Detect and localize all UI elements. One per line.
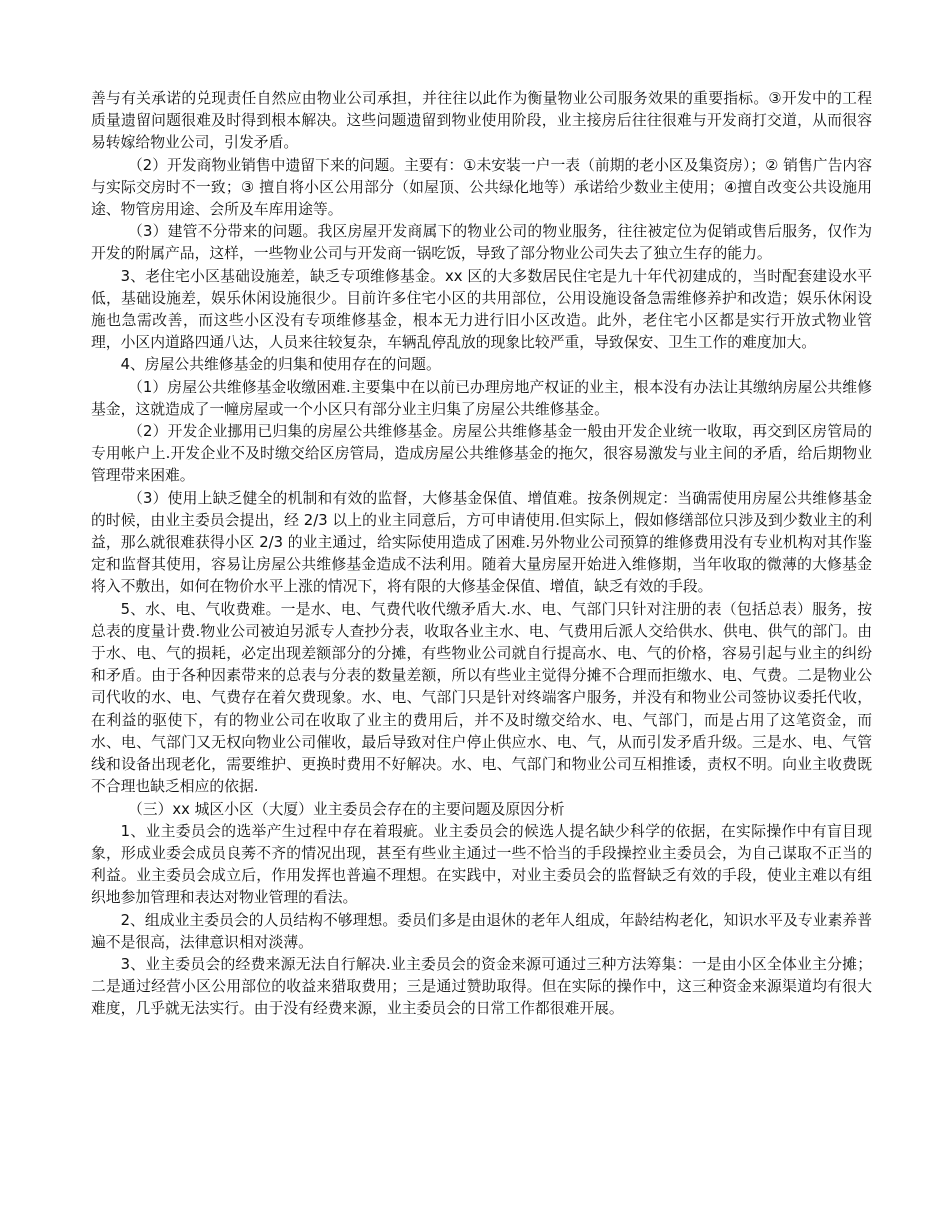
paragraph-utility-fees: 5、水、电、气收费难。一是水、电、气费代收代缴矛盾大.水、电、气部门只针对注册的表（包括总表）服务，按总表的度量计费.物业公司被迫另派专人查抄分表，收取各业主水、电、气费用后派人交给供水、供电、供气的部门。由于水、电、气的损耗，必定出现差额部分的分摊，有些物业公司就自行提高水、电、气的价格，容易引起与业主的纠纷和矛盾。由于各种因素带来的总表与分表的数量差额，所以有些业主觉得分摊不合理而拒缴水、电、气费。二是物业公司代收的水、电、气费存在着欠费现象。水、电、气部门只是针对终端客户服务，并没有和物业公司签协议委托代收，在利益的驱使下，有的物业公司在收取了业主的费用后，并不及时缴交给水、电、气部门，而是占用了这笔资金，而水、电、气部门又无权向物业公司催收，最后导致对住户停止供应水、电、气，从而引发矛盾升级。三是水、电、气管线和设备出现老化，需要维护、更换时费用不好解决。水、电、气部门和物业公司互相推诿，责权不明。向业主收费既不合理也缺乏相应的依据. [91,600,872,796]
paragraph-committee-composition: 2、组成业主委员会的人员结构不够理想。委员们多是由退休的老年人组成，年龄结构老化，知识水平及专业素养普遍不是很高，法律意识相对淡薄。 [91,911,872,951]
paragraph-fund-misappropriation: （2）开发企业挪用已归集的房屋公共维修基金。房屋公共维修基金一般由开发企业统一收取，再交到区房管局的专用帐户上.开发企业不及时缴交给区房管局，造成房屋公共维修基金的拖欠，很容易激发与业主间的矛盾，给后期物业管理带来困难。 [91,423,872,485]
paragraph-fund-collection: （1）房屋公共维修基金收缴困难.主要集中在以前已办理房地产权证的业主，根本没有办法让其缴纳房屋公共维修基金，这就造成了一幢房屋或一个小区只有部分业主归集了房屋公共维修基金。 [91,378,872,418]
paragraph-construction-management-issues: （3）建管不分带来的问题。我区房屋开发商属下的物业公司的物业服务，往往被定位为促销或售后服务，仅作为开发的附属产品，这样，一些物业公司与开发商一锅吃饭，导致了部分物业公司失去了独立生存的能力。 [91,223,872,263]
paragraph-old-residential-areas: 3、老住宅小区基础设施差，缺乏专项维修基金。xx 区的大多数居民住宅是九十年代初建成的，当时配套建设水平低，基础设施差，娱乐休闲设施很少。目前许多住宅小区的共用部位，公用设施设备急需维修养护和改造；娱乐休闲设施也急需改善，而这些小区没有专项维修基金，根本无力进行旧小区改造。此外，老住宅小区都是实行开放式物业管理，小区内道路四通八达，人员来往较复杂，车辆乱停乱放的现象比较严重，导致保安、卫生工作的难度加大。 [91,267,872,352]
section-heading-owners-committee: （三）xx 城区小区（大厦）业主委员会存在的主要问题及原因分析 [128,800,565,818]
paragraph-fund-supervision: （3）使用上缺乏健全的机制和有效的监督，大修基金保值、增值难。按条例规定：当确需使用房屋公共维修基金的时候，由业主委员会提出，经 2/3 以上的业主同意后，方可申请使用.但实际上，假如修缮部位只涉及到少数业主的利益，那么就很难获得小区 2/3 的业主通过，给实际使用造成了困难.另外物业公司预算的维修费用没有专业机构对其作鉴定和监督其使用，容易让房屋公共维修基金造成不法利用。随着大量房屋开始进入维修期，当年收取的微薄的大修基金将入不敷出，如何在物价水平上涨的情况下，将有限的大修基金保值、增值，缺乏有效的手段。 [91,489,872,596]
paragraph-maintenance-fund-heading: 4、房屋公共维修基金的归集和使用存在的问题。 [120,356,441,374]
paragraph-committee-funding: 3、业主委员会的经费来源无法自行解决.业主委员会的资金来源可通过三种方法筹集：一是由小区全体业主分摊；二是通过经营小区公用部位的收益来猎取费用；三是通过赞助取得。但在实际的操作中，这三种资金来源渠道均有很大难度，几乎就无法实行。由于没有经费来源，业主委员会的日常工作都很难开展。 [91,955,872,1018]
paragraph-continuation: 善与有关承诺的兑现责任自然应由物业公司承担，并往往以此作为衡量物业公司服务效果的重要指标。③开发中的工程质量遗留问题很难及时得到根本解决。这些问题遗留到物业使用阶段，业主接房后往往很难与开发商打交道，从而很容易转嫁给物业公司，引发矛盾。 [91,90,872,152]
paragraph-developer-sales-issues: （2）开发商物业销售中遗留下来的问题。主要有：①未安装一户一表（前期的老小区及集资房）；② 销售广告内容与实际交房时不一致；③ 擅自将小区公用部分（如屋顶、公共绿化地等）承诺给少数业主使用；④擅自改变公共设施用途、物管房用途、会所及车库用途等。 [91,156,872,219]
paragraph-committee-election: 1、业主委员会的选举产生过程中存在着瑕疵。业主委员会的候选人提名缺少科学的依据，在实际操作中有盲目现象，形成业委会成员良莠不齐的情况出现，甚至有些业主通过一些不恰当的手段操控业主委员会，为自己谋取不正当的利益。业主委员会成立后，作用发挥也普遍不理想。在实践中，对业主委员会的监督缺乏有效的手段，使业主难以有组织地参加管理和表达对物业管理的看法。 [91,822,872,907]
